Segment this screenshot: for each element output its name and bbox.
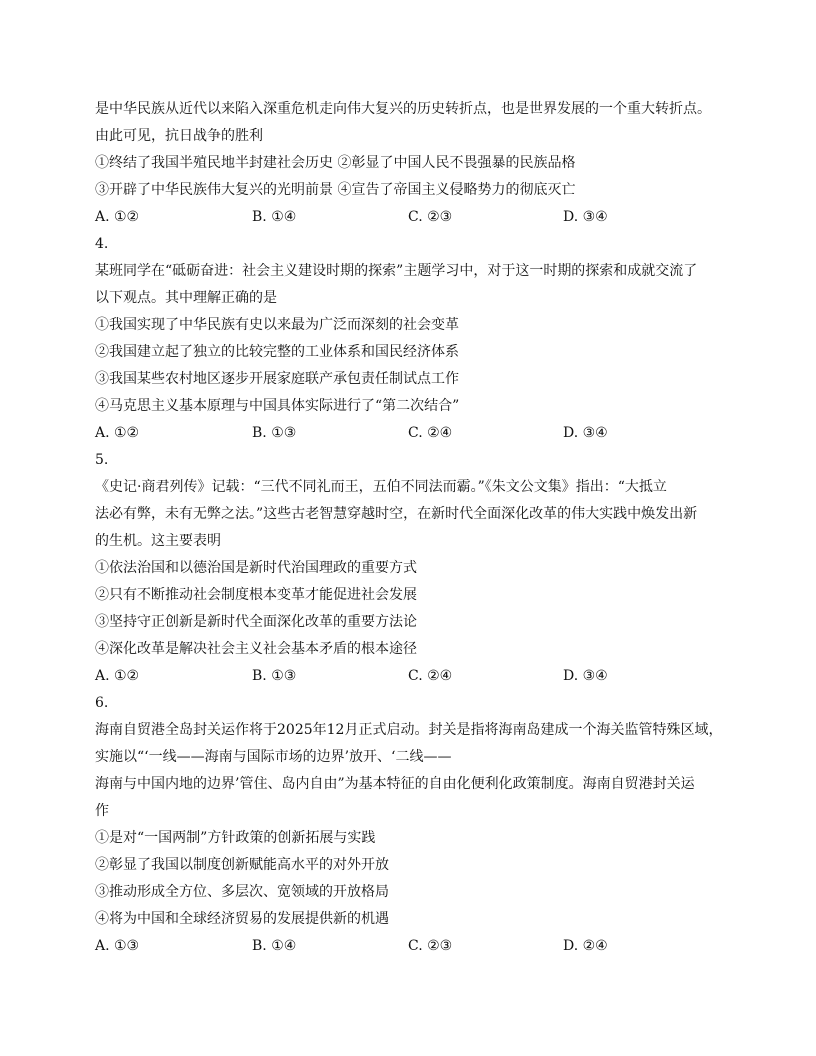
- statement-line: ②只有不断推动社会制度根本变革才能促进社会发展: [95, 587, 417, 603]
- question-5: [95, 447, 725, 690]
- statement-line: ①我国实现了中华民族有史以来最为广泛而深刻的社会变革: [95, 317, 459, 333]
- stem-line: 以下观点。其中理解正确的是: [95, 290, 277, 306]
- question-number: 4.: [95, 236, 109, 252]
- stem-line: 海南自贸港全岛封关运作将于2025年12月正式启动。封关是指将海南岛建成一个海关监管特殊区域，: [95, 722, 723, 738]
- option-b: B. ①④: [252, 209, 297, 225]
- answer-options: [95, 204, 725, 231]
- statement-line: ①是对“一国两制”方针政策的创新拓展与实践: [95, 830, 376, 846]
- option-a: A. ①②: [95, 425, 140, 441]
- option-d: D. ②④: [563, 938, 608, 954]
- statement-line: ①终结了我国半殖民地半封建社会历史 ②彰显了中国人民不畏强暴的民族品格: [95, 155, 576, 171]
- option-b: B. ①③: [252, 425, 297, 441]
- option-c: C. ②④: [408, 425, 453, 441]
- stem-line: 海南与中国内地的边界’管住、岛内自由”为基本特征的自由化便利化政策制度。海南自贸港封关运: [95, 776, 695, 792]
- option-d: D. ③④: [563, 425, 608, 441]
- statement-line: ③我国某些农村地区逐步开展家庭联产承包责任制试点工作: [95, 371, 459, 387]
- statement-line: ④深化改革是解决社会主义社会基本矛盾的根本途径: [95, 641, 417, 657]
- statement-line: ①依法治国和以德治国是新时代治国理政的重要方式: [95, 560, 417, 576]
- stem-line: 实施以“‘一线——海南与国际市场的边界’放开、‘二线——: [95, 749, 452, 765]
- option-a: A. ①③: [95, 938, 140, 954]
- option-b: B. ①③: [252, 668, 297, 684]
- option-b: B. ①④: [252, 938, 297, 954]
- statement-line: ③推动形成全方位、多层次、宽领域的开放格局: [95, 884, 389, 900]
- stem-line: 《史记·商君列传》记载：“三代不同礼而王，五伯不同法而霸。”《朱文公文集》指出：“大抵立: [95, 479, 667, 495]
- statement-line: ④将为中国和全球经济贸易的发展提供新的机遇: [95, 911, 389, 927]
- statement-line: ②我国建立起了独立的比较完整的工业体系和国民经济体系: [95, 344, 459, 360]
- stem-line: 法必有弊，未有无弊之法。”这些古老智慧穿越时空，在新时代全面深化改革的伟大实践中焕发出新: [95, 506, 698, 522]
- statement-line: ③坚持守正创新是新时代全面深化改革的重要方法论: [95, 614, 417, 630]
- statement-line: ④马克思主义基本原理与中国具体实际进行了“第二次结合”: [95, 398, 460, 414]
- question-6: [95, 690, 725, 960]
- statement-line: ②彰显了我国以制度创新赋能高水平的对外开放: [95, 857, 389, 873]
- stem-line: 是中华民族从近代以来陷入深重危机走向伟大复兴的历史转折点，也是世界发展的一个重大转折点。: [95, 101, 711, 117]
- answer-options: [95, 663, 725, 690]
- question-number: 6.: [95, 695, 109, 711]
- option-c: C. ②③: [408, 209, 453, 225]
- answer-options: [95, 933, 725, 960]
- option-a: A. ①②: [95, 209, 140, 225]
- option-c: C. ②④: [408, 668, 453, 684]
- question-3-continuation: [95, 96, 725, 231]
- stem-line: 作: [95, 803, 109, 819]
- statement-line: ③开辟了中华民族伟大复兴的光明前景 ④宣告了帝国主义侵略势力的彻底灭亡: [95, 182, 576, 198]
- option-c: C. ②③: [408, 938, 453, 954]
- stem-line: 某班同学在“砥砺奋进：社会主义建设时期的探索”主题学习中，对于这一时期的探索和成就交流了: [95, 263, 698, 279]
- answer-options: [95, 420, 725, 447]
- question-4: [95, 231, 725, 447]
- document-page: [95, 96, 725, 960]
- option-a: A. ①②: [95, 668, 140, 684]
- option-d: D. ③④: [563, 209, 608, 225]
- question-number: 5.: [95, 452, 109, 468]
- option-d: D. ③④: [563, 668, 608, 684]
- stem-line: 由此可见，抗日战争的胜利: [95, 128, 263, 144]
- stem-line: 的生机。这主要表明: [95, 533, 221, 549]
